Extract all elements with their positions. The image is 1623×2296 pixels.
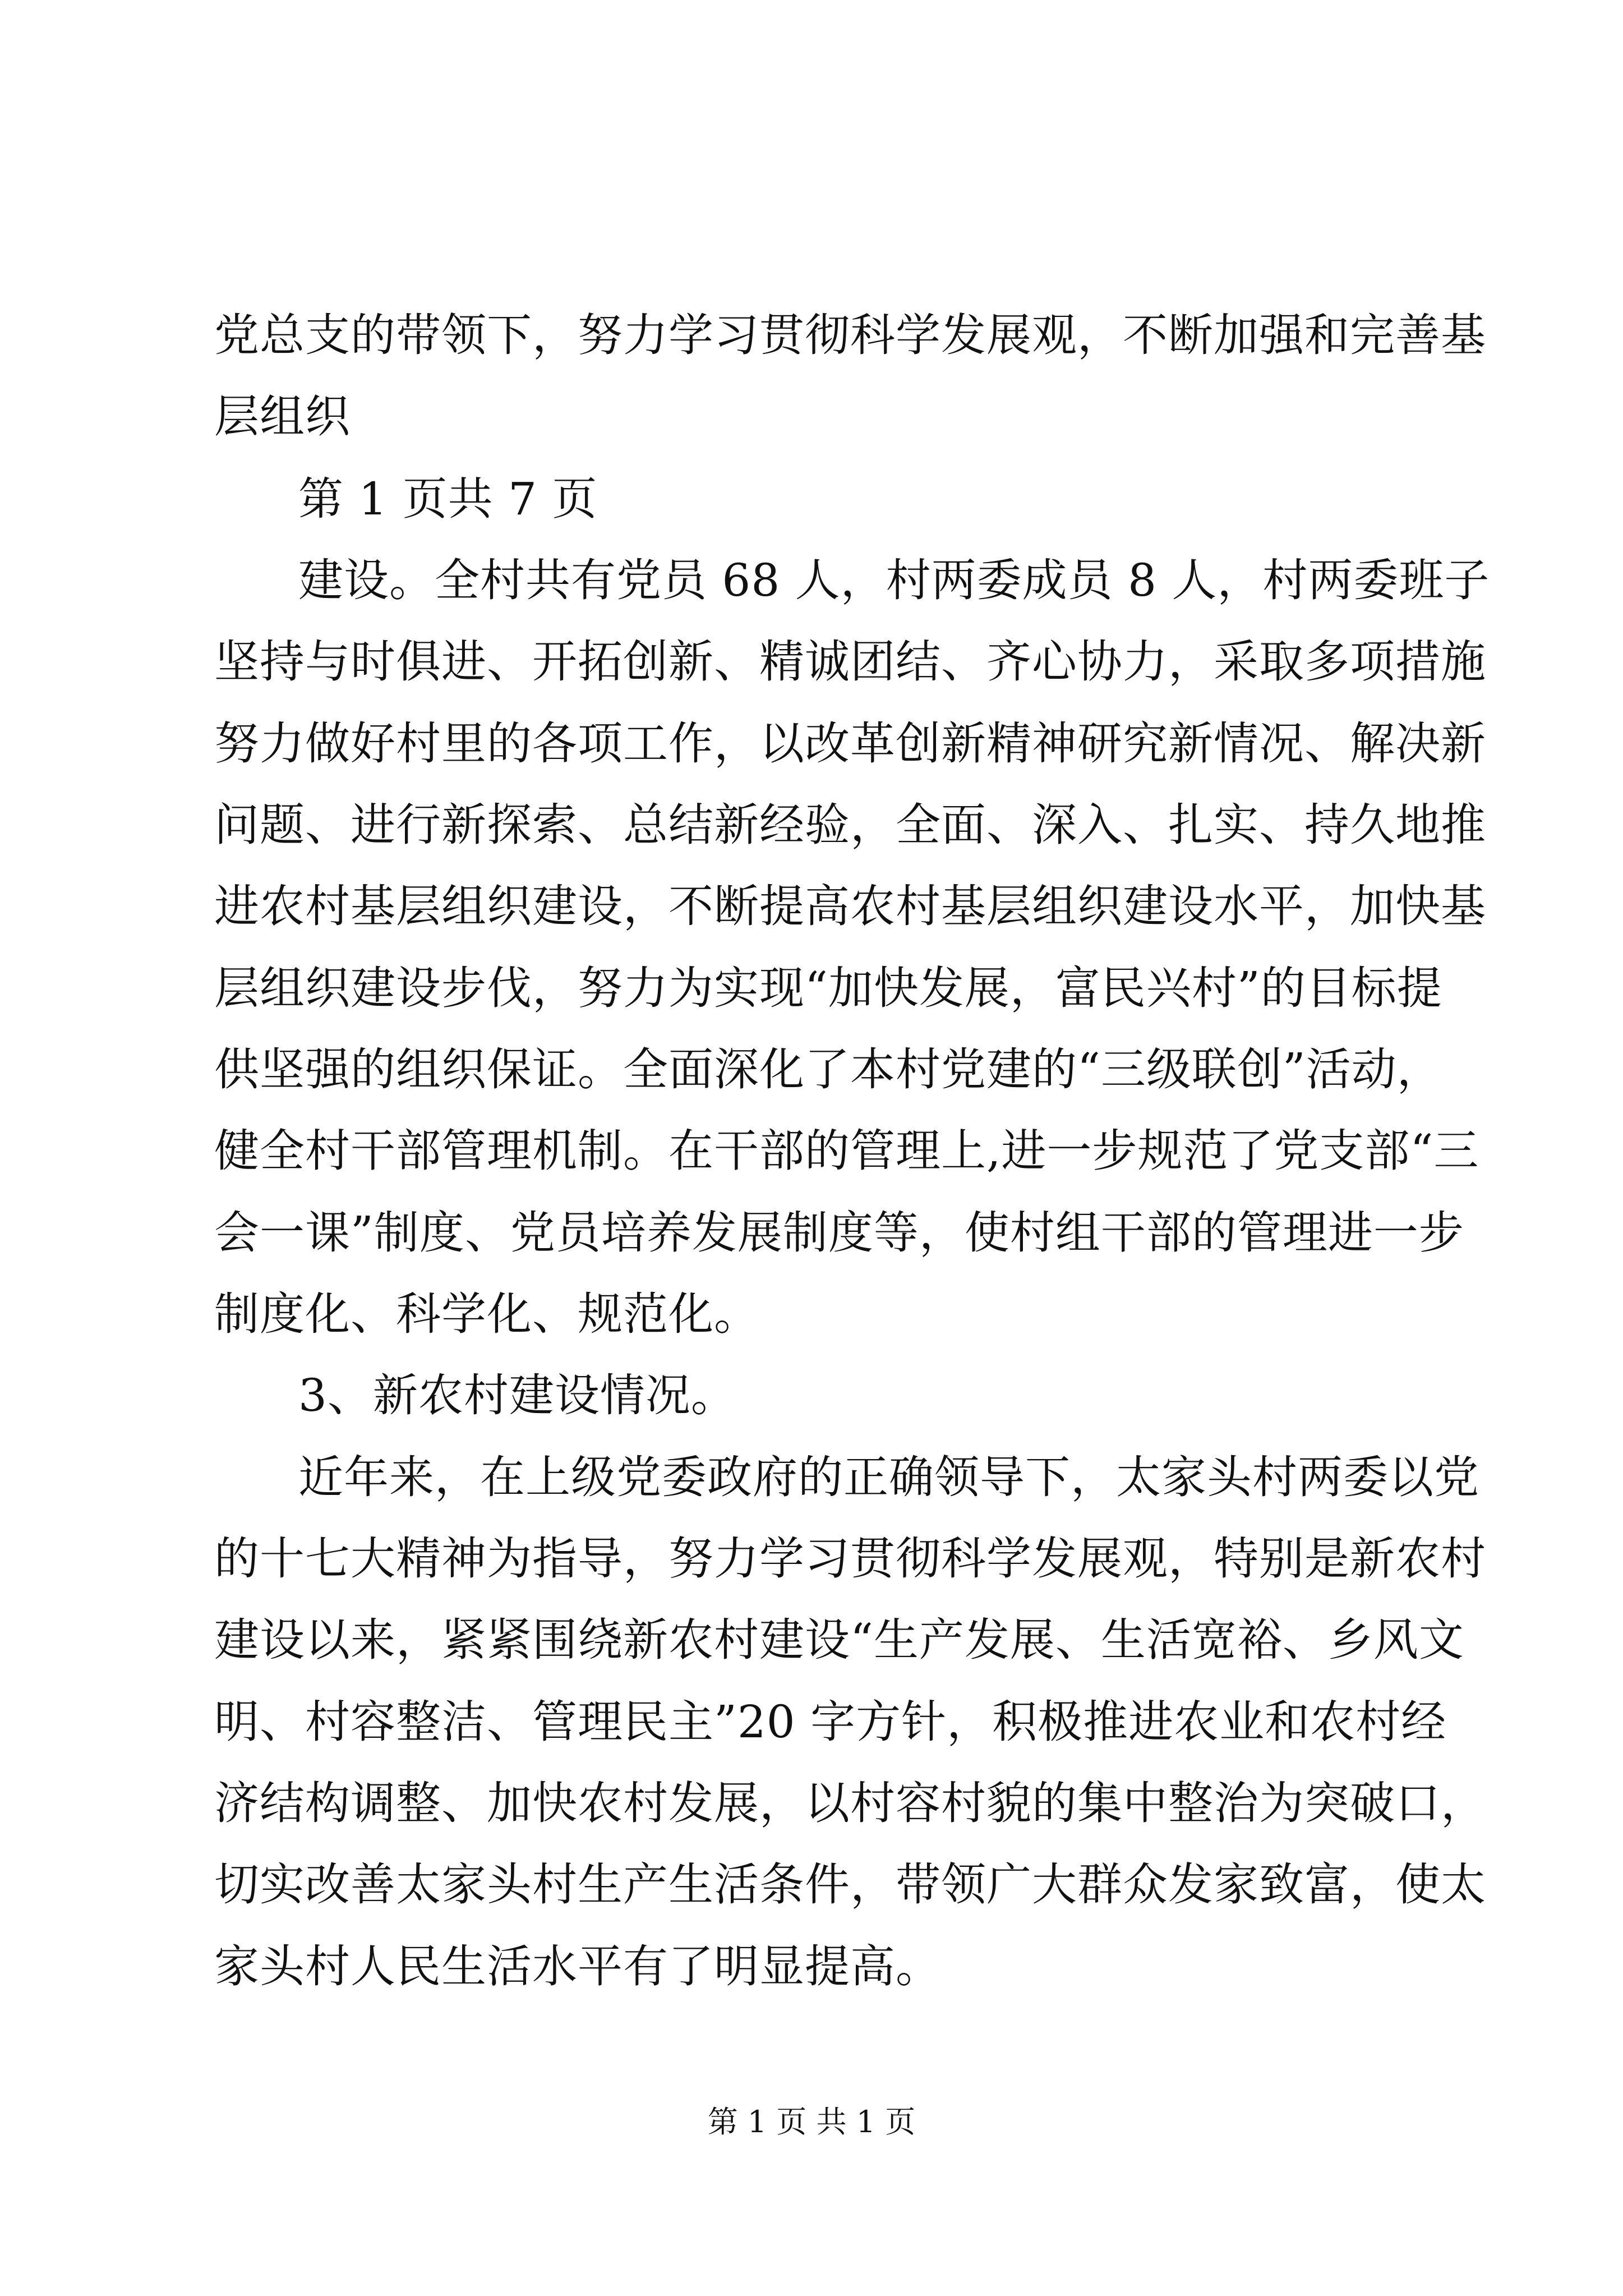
text-line: 层组织 xyxy=(214,390,351,443)
text-line: 济结构调整、加快农村发展，以村容村貌的集中整治为突破口， xyxy=(214,1777,1486,1829)
text-line: 建设。全村共有党员 68 人，村两委成员 8 人，村两委班子 xyxy=(298,554,1490,606)
text-line: 努力做好村里的各项工作，以改革创新精神研究新情况、解决新 xyxy=(214,717,1486,770)
text-line: 层组织建设步伐，努力为实现“加快发展，富民兴村”的目标提 xyxy=(214,962,1442,1014)
text-line: 会一课”制度、党员培养发展制度等，使村组干部的管理进一步 xyxy=(214,1207,1464,1259)
text-line: 进农村基层组织建设，不断提高农村基层组织建设水平，加快基 xyxy=(214,880,1486,932)
page-footer: 第 1 页 共 1 页 xyxy=(707,2104,916,2139)
text-line: 党总支的带领下，努力学习贯彻科学发展观，不断加强和完善基 xyxy=(214,309,1486,361)
text-line: 明、村容整洁、管理民主”20 字方针，积极推进农业和农村经 xyxy=(214,1696,1447,1748)
text-line: 切实改善太家头村生产生活条件，带领广大群众发家致富，使太 xyxy=(214,1858,1486,1911)
text-line: 健全村干部管理机制。在干部的管理上,进一步规范了党支部“三 xyxy=(214,1125,1479,1177)
text-line: 制度化、科学化、规范化。 xyxy=(214,1288,759,1340)
text-line: 的十七大精神为指导，努力学习贯彻科学发展观，特别是新农村 xyxy=(214,1533,1486,1585)
text-line: 问题、进行新探索、总结新经验，全面、深入、扎实、持久地推 xyxy=(214,799,1486,851)
page-marker: 第 1 页共 7 页 xyxy=(298,473,598,525)
text-line: 供坚强的组织保证。全面深化了本村党建的“三级联创”活动， xyxy=(214,1043,1442,1096)
text-line: 建设以来，紧紧围绕新农村建设“生产发展、生活宽裕、乡风文 xyxy=(214,1614,1464,1666)
section-heading: 3、新农村建设情况。 xyxy=(298,1369,736,1421)
text-line: 家头村人民生活水平有了明显提高。 xyxy=(214,1940,941,1993)
text-line: 近年来，在上级党委政府的正确领导下，太家头村两委以党 xyxy=(298,1451,1479,1503)
text-line: 坚持与时俱进、开拓创新、精诚团结、齐心协力，采取多项措施 xyxy=(214,636,1486,688)
